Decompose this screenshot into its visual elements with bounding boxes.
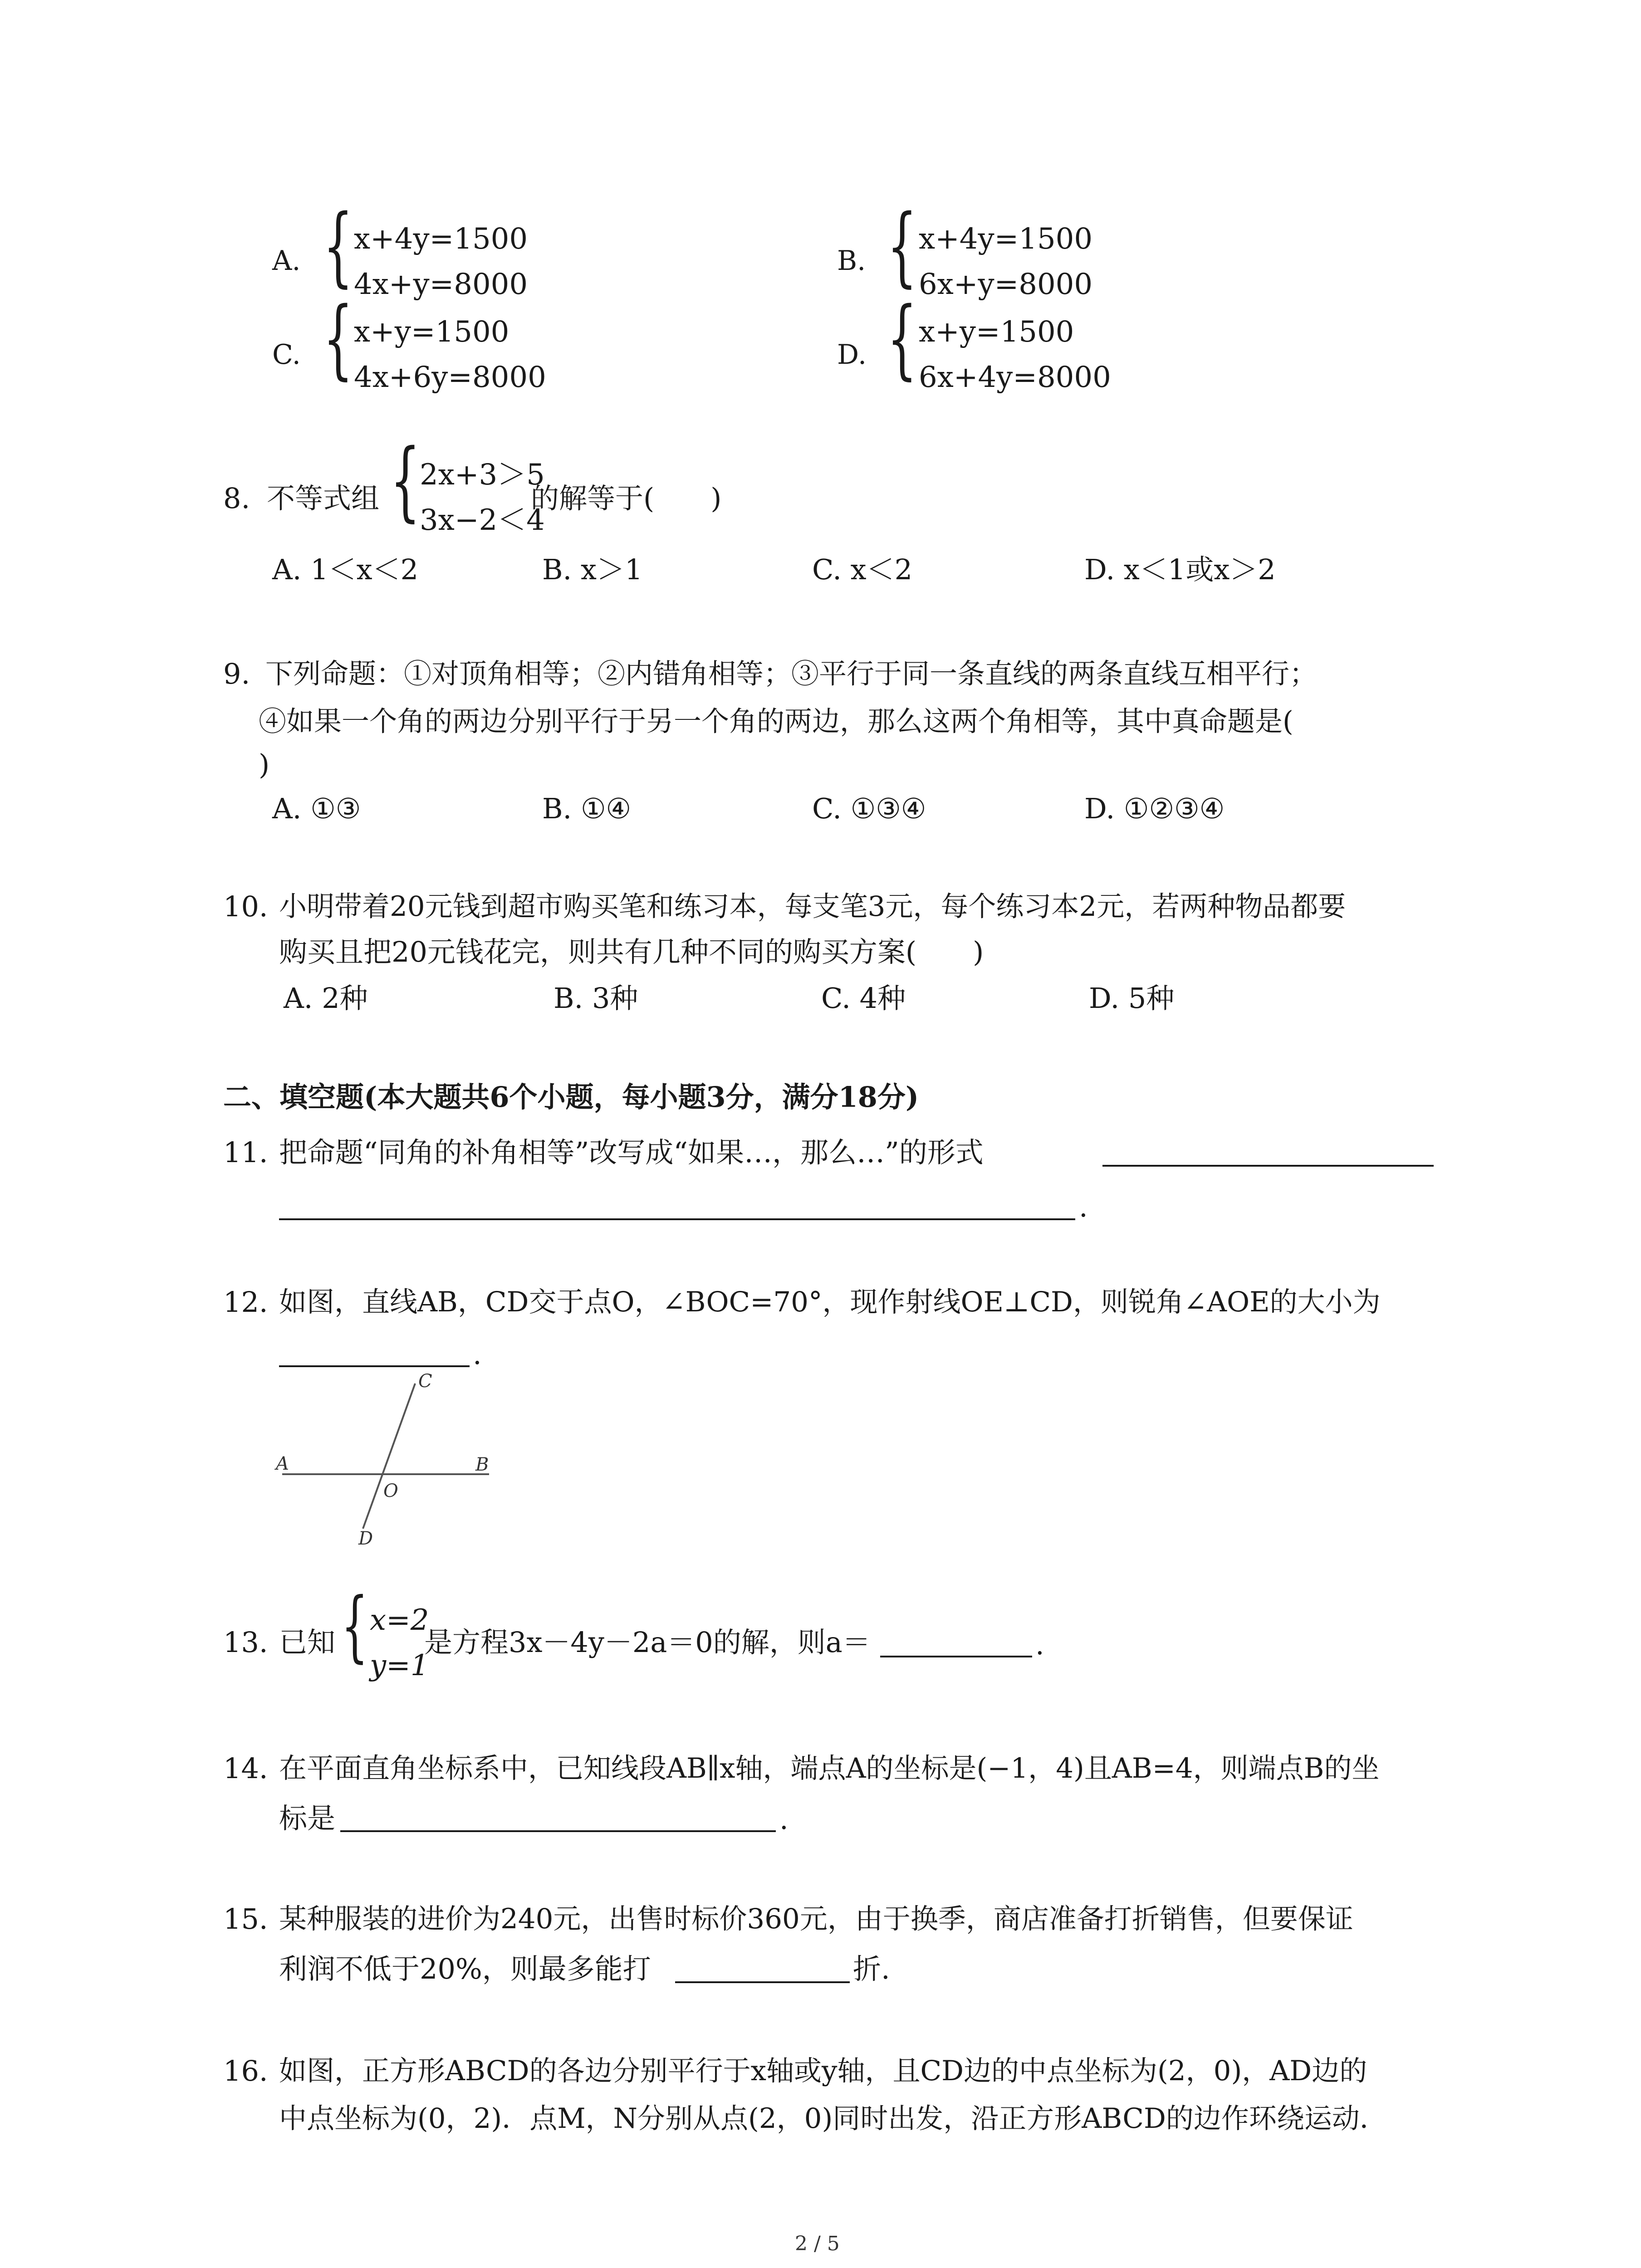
question-end: . xyxy=(1079,1190,1088,1223)
equation-line: 4x+6y=8000 xyxy=(354,361,546,394)
option-a: A. ①③ xyxy=(272,792,361,825)
section-heading: 二、填空题(本大题共6个小题，每小题3分，满分18分) xyxy=(223,1080,919,1114)
question-number: 10. xyxy=(223,890,268,923)
question-number: 15. xyxy=(223,1902,268,1936)
question-text: 已知 xyxy=(279,1626,336,1659)
equation-line: 6x+y=8000 xyxy=(919,268,1093,301)
option-label: B. xyxy=(837,245,866,277)
option-label: C. xyxy=(272,339,301,371)
question-text: ④如果一个角的两边分别平行于另一个角的两边，那么这两个角相等，其中真命题是( xyxy=(259,705,1293,738)
option-c: C. x＜2 xyxy=(812,553,913,586)
equation-line: x+y=1500 xyxy=(919,315,1074,349)
option-b: B. ①④ xyxy=(542,792,632,825)
equation-line: y=1 xyxy=(370,1649,429,1682)
option-d: D. ①②③④ xyxy=(1084,792,1225,825)
question-number: 8. xyxy=(223,482,250,515)
question-text: ) xyxy=(259,748,270,781)
question-text: 是方程3x－4y－2a＝0的解，则a＝ xyxy=(424,1626,871,1659)
option-d: D. 5种 xyxy=(1089,982,1175,1015)
option-b: B. 3种 xyxy=(554,982,638,1015)
point-a-label: A xyxy=(276,1453,289,1474)
option-c: C. 4种 xyxy=(821,982,906,1015)
answer-blank[interactable] xyxy=(340,1830,776,1832)
question-number: 14. xyxy=(223,1752,268,1785)
brace-icon: { xyxy=(323,288,353,389)
inequality-line: 2x+3＞5 xyxy=(420,458,545,492)
question-number: 16. xyxy=(223,2054,268,2087)
equation-line: x=2 xyxy=(370,1603,429,1637)
question-text: 如图，直线AB，CD交于点O，∠BOC=70°，现作射线OE⊥CD，则锐角∠AOE的大小为 xyxy=(279,1286,1381,1318)
option-label: D. xyxy=(837,339,867,371)
point-b-label: B xyxy=(475,1454,489,1475)
point-c-label: C xyxy=(418,1371,432,1392)
answer-blank[interactable] xyxy=(1102,1165,1434,1167)
inequality-line: 3x−2＜4 xyxy=(420,503,545,537)
question-text: 中点坐标为(0，2)．点M，N分别从点(2，0)同时出发，沿正方形ABCD的边作环绕运动． xyxy=(279,2102,1387,2135)
answer-blank[interactable] xyxy=(880,1656,1032,1657)
brace-icon: { xyxy=(390,430,421,531)
question-text: 购买且把20元钱花完，则共有几种不同的购买方案( ) xyxy=(279,935,984,968)
brace-icon: { xyxy=(341,1581,368,1671)
question-text: 在平面直角坐标系中，已知线段AB∥x轴，端点A的坐标是(−1，4)且AB=4，则端点B的坐 xyxy=(279,1752,1380,1784)
question-end: . xyxy=(1035,1628,1044,1661)
answer-blank[interactable] xyxy=(279,1218,1075,1220)
question-text: 的解等于( ) xyxy=(531,482,722,515)
option-b: B. x＞1 xyxy=(542,553,643,586)
question-text: 小明带着20元钱到超市购买笔和练习本，每支笔3元，每个练习本2元，若两种物品都要 xyxy=(279,890,1346,923)
question-end: . xyxy=(473,1338,482,1371)
question-text: 下列命题：①对顶角相等；②内错角相等；③平行于同一条直线的两条直线互相平行； xyxy=(265,658,1318,690)
option-c: C. ①③④ xyxy=(812,792,926,825)
question-text: 不等式组 xyxy=(267,482,380,515)
option-a: A. 1＜x＜2 xyxy=(272,553,419,586)
question-text: 把命题“同角的补角相等”改写成“如果…，那么…”的形式 xyxy=(279,1136,984,1169)
page-number: 2 / 5 xyxy=(795,2232,840,2255)
intersecting-lines-figure xyxy=(272,1365,508,1547)
option-label: A. xyxy=(272,245,301,277)
brace-icon: { xyxy=(323,196,353,296)
equation-line: x+4y=1500 xyxy=(354,222,528,256)
question-text: 如图，正方形ABCD的各边分别平行于x轴或y轴，且CD边的中点坐标为(2，0)，AD边的 xyxy=(279,2055,1367,2087)
line-cd xyxy=(363,1383,415,1529)
question-text: 标是 xyxy=(279,1802,336,1835)
question-number: 12. xyxy=(223,1286,268,1319)
equation-line: 6x+4y=8000 xyxy=(919,361,1111,394)
question-end: . xyxy=(779,1803,789,1836)
option-d: D. x＜1或x＞2 xyxy=(1084,553,1276,586)
question-end: 折. xyxy=(853,1952,890,1985)
question-text: 利润不低于20%，则最多能打 xyxy=(279,1952,651,1985)
brace-icon: { xyxy=(887,288,917,389)
question-number: 11. xyxy=(223,1136,268,1169)
question-number: 9. xyxy=(223,657,250,690)
question-number: 13. xyxy=(223,1626,268,1659)
point-d-label: D xyxy=(358,1528,373,1547)
point-o-label: O xyxy=(383,1481,398,1501)
equation-line: x+y=1500 xyxy=(354,315,509,349)
brace-icon: { xyxy=(887,196,917,296)
equation-line: x+4y=1500 xyxy=(919,222,1093,256)
equation-line: 4x+y=8000 xyxy=(354,268,528,301)
question-text: 某种服装的进价为240元，出售时标价360元，由于换季，商店准备打折销售，但要保证 xyxy=(279,1903,1353,1935)
answer-blank[interactable] xyxy=(675,1981,850,1983)
option-a: A. 2种 xyxy=(284,982,368,1015)
